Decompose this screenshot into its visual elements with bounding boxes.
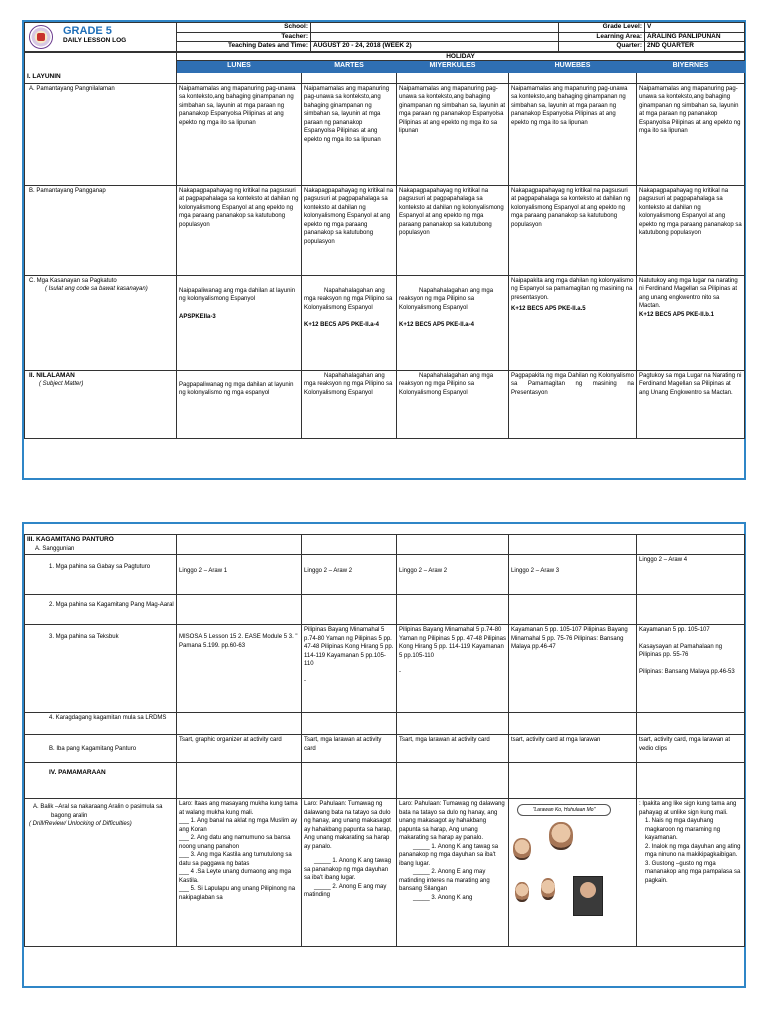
dash-mark: - <box>304 677 306 684</box>
table-cell <box>509 275 637 370</box>
holiday-label: HOLIDAY <box>177 53 745 61</box>
quarter-value: 2ND QUARTER <box>645 42 745 52</box>
table-cell: Napahahalagahan ang mga reaksyon ng mga Pilipino sa Kolonyalismong Espanyol <box>397 370 509 438</box>
row-label-kasanayan <box>25 275 177 370</box>
row-sublabel-text: ( Drill/Review/ Unlocking of Difficulties) <box>29 821 132 827</box>
table-cell: Napahahalagahan ang mga reaksyon ng mga Pilipino sa Kolonyalismong Espanyol <box>302 370 397 438</box>
cell-text: Linggo 2 – Araw 4 <box>639 557 688 563</box>
school-label: School: <box>177 23 311 33</box>
section-title: IV. PAMAMARAAN <box>49 769 106 776</box>
competency-text: Natutukoy ang mga lugar na narating ni Ferdinand Magellan sa Pilipinas at ang unang engkwentro nito sa Mactan. <box>639 277 738 309</box>
cell-text: Linggo 2 – Araw 3 <box>511 568 560 574</box>
competency-code: K+12 BEC5 AP5 PKE-II.a.5 <box>511 306 586 312</box>
row-sublabel-kasanayan: ( Isulat ang code sa bawat kasanayan) <box>45 286 148 292</box>
table-cell <box>637 625 745 713</box>
table-cell: Kayamanan 5 pp. 105-107 Pilipinas Bayang Minamahal 5 pp. 75-76 Pilipinas: Bansang Malaya pp.46-47 <box>509 625 637 713</box>
sanggunian-label: A. Sanggunian <box>35 545 75 552</box>
list-item: 2. Inalok ng mga dayuhan ang ating mga ninuno na makikipagkaibigan. <box>645 843 741 858</box>
table-cell <box>302 555 397 595</box>
list-item: ___ 3. Ang mga Kastila ang tumutulong sa datu sa paggawa ng batas <box>179 852 292 867</box>
day-header-miyerkules: MIYERKULES <box>397 61 509 73</box>
cell-text: Linggo 2 – Araw 2 <box>304 568 353 574</box>
list-item: ___ 4 .Sa Leyte unang dumaong ang mga Kastila. <box>179 869 292 884</box>
child-photo-icon <box>513 838 531 860</box>
row-label-gabay <box>25 555 177 595</box>
child-photo-icon <box>515 882 529 902</box>
list-item: ___ 2. Ang datu ang namumuno sa bansa noong unang panahon <box>179 835 291 850</box>
row-label-iba-pang-kagamitan <box>25 735 177 763</box>
grade-level-label: Grade Level: <box>559 23 645 33</box>
table-cell <box>177 370 302 438</box>
row-label-text: A. Balik –Aral sa nakaraang Aralin o pasimula sa bagong aralin <box>33 804 163 819</box>
dates-value: AUGUST 20 - 24, 2018 (WEEK 2) <box>311 42 559 52</box>
competency-text: Napahahalagahan ang mga reaksyon ng mga Pilipino sa Kolonyalismong Espanyol <box>399 287 494 311</box>
objectives-table <box>24 52 745 439</box>
row-label-text: 1. Mga pahina sa Gabay sa Pagtuturo <box>49 564 151 570</box>
table-cell: Nakapagpapahayag ng kritikal na pagsusuri at pagpapahalaga sa konteksto at dahilan ng kolonyalismong Espanyol at ang epekto ng mga paraang pananakop sa katutubong populasyon <box>177 185 302 275</box>
table-cell <box>397 275 509 370</box>
list-item: _____ 1. Anong K ang tawag sa pananakop ng mga dayuhan sa iba't ibang lugar. <box>399 843 499 867</box>
table-cell <box>177 275 302 370</box>
competency-code: APSPKEIIa-3 <box>179 313 216 320</box>
row-label-balik-aral <box>25 799 177 947</box>
child-photo-icon <box>541 878 555 900</box>
title-block <box>25 23 177 52</box>
table-cell: tsart, activity card, mga larawan at vedio clips <box>637 735 745 763</box>
row-label-nilalaman <box>25 370 177 438</box>
list-item: _____ 1. Anong K ang tawag sa pananakop ng mga dayuhan sa iba't ibang lugar. <box>304 858 392 881</box>
game-instructions: : Ipakita ang like sign kung tama ang pahayag at unlike sign kung mali. <box>639 801 737 816</box>
table-cell <box>397 625 509 713</box>
game-instructions: Laro: Pahulaan: Tumawag ng dalawang bata na tatayo sa dulo ng hanay, ang unang makasagot ay hahakbang papunta sa harap, Ang unang makarating sa harap ay panalo. <box>304 801 392 850</box>
game-instructions: Laro: Pahulaan: Tumawag ng dalawang bata na tatayo sa dulo ng hanay, ang unang makasagot ay hahakbang papunta sa harap, Ang unang makarating sa harap ay panalo. <box>399 801 505 841</box>
table-cell: Nakapagpapahayag ng kritikal na pagsusuri at pagpapahalaga sa konteksto at dahilan ng kolonyalismong Espanyol at ang epekto ng mga paraang pananakop sa katutubong populasyon <box>302 185 397 275</box>
speech-bubble: "Larawan Ko, Huhulaan Mo" <box>517 804 611 816</box>
table-cell <box>509 799 637 947</box>
doc-title: DAILY LESSON LOG <box>63 37 127 44</box>
table-cell: Nakapagpapahayag ng kritikal na pagsusuri at pagpapahalaga sa konteksto at dahilan ng kolonyalismong Espanyol at ang epekto ng mga paraang pananakop sa katutubong populasyon <box>509 185 637 275</box>
table-cell <box>177 555 302 595</box>
header-table <box>24 22 745 52</box>
day-header-biyernes: BIYERNES <box>637 61 745 73</box>
table-cell: Tsart, mga larawan at activity card <box>302 735 397 763</box>
competency-text: Naipapaliwanag ang mga dahilan at layunin ng kolonyalismong Espanyol <box>179 287 296 302</box>
list-item: _____ 2. Anong E ang may matinding <box>304 883 387 898</box>
dash-mark: - <box>399 669 401 675</box>
table-cell <box>177 625 302 713</box>
table-cell: tsart, activity card at mga larawan <box>509 735 637 763</box>
table-cell: Nakapagpapahayag ng kritikal na pagsusuri at pagpapahalaga sa konteksto at dahilan ng kolonyalismong Espanyol at ang epekto ng mga paraang pananakop sa katutubong populasyon <box>397 185 509 275</box>
cell-text: Kayamanan 5 pp. 105-107 <box>639 627 710 633</box>
row-label-pangganap: B. Pamantayang Pangganap <box>25 185 177 275</box>
table-cell <box>302 275 397 370</box>
list-item: _____ 3. Anong K ang <box>413 894 473 901</box>
materials-table <box>24 534 745 947</box>
lesson-log-page-1 <box>22 20 746 480</box>
table-cell: Naipamamalas ang mapanuring pag-unawa sa konteksto,ang bahaging ginampanan ng simbahan sa, layunin at mga paraan ng pananakop Espanyolsa Pilipinas at ang epekto ng mga ito sa lipunan <box>509 83 637 185</box>
game-instructions: Laro: Itaas ang masayang mukha kung tama at walang mukha kung mali. <box>179 801 298 816</box>
table-cell: Naipamamalas ang mapanuring pag-unawa sa konteksto,ang bahaging ginampanan ng simbahan sa, layunin at mga paraan ng pananakop Espanyolsa Pilipinas at ang epekto ng mga ito sa lipunan <box>177 83 302 185</box>
table-cell <box>509 555 637 595</box>
row-label-text: B. Iba pang Kagamitang Panturo <box>49 746 137 752</box>
table-cell <box>177 799 302 947</box>
list-item: 3. Gustong –gusto ng mga mananakop ang mga pampalasa sa pagkain. <box>645 860 741 884</box>
day-header-martes: MARTES <box>302 61 397 73</box>
teacher-label: Teacher: <box>177 32 311 42</box>
table-cell <box>302 625 397 713</box>
day-header-huwebes: HUWEBES <box>509 61 637 73</box>
learning-area-value: ARALING PANLIPUNAN <box>645 32 745 42</box>
row-sublabel-nilalaman: ( Subject Matter) <box>39 381 84 387</box>
content-text: Pagpapaliwanag ng mga dahilan at layunin ng kolonyalismo ng mga espanyol <box>179 381 294 396</box>
row-label-lrdms <box>25 713 177 735</box>
list-item: 1. Nais ng mga dayuhang magkaroon ng maraming ng kayamanan. <box>645 818 721 841</box>
row-label-text: 2. Mga pahina sa Kagamitang Pang Mag-Aaral <box>49 602 174 608</box>
table-cell: Naipamamalas ang mapanuring pag-unawa sa konteksto,ang bahaging ginampanan ng simbahan sa, layunin at mga paraan ng pananakop Espanyolsa Pilipinas at ang epekto ng mga ito sa lipunan <box>302 83 397 185</box>
table-cell <box>302 799 397 947</box>
movie-poster-icon <box>573 876 603 916</box>
cell-text: Linggo 2 – Araw 2 <box>399 568 448 574</box>
section-pamamaraan <box>25 763 177 799</box>
row-label-kagamitang-pang-mag-aaral <box>25 595 177 625</box>
table-cell: Naipamamalas ang mapanuring pag-unawa sa konteksto,ang bahaging ginampanan ng simbahan sa, layunin at mga paraan ng pananakop Espanyolsa Pilipinas at ang epekto ng mga ito sa lipunan <box>637 83 745 185</box>
learning-area-label: Learning Area: <box>559 32 645 42</box>
grade-title: GRADE 5 <box>63 25 112 37</box>
section-nilalaman: II. NILALAMAN <box>29 371 75 379</box>
row-label-text: 3. Mga pahina sa Teksbuk <box>49 634 119 640</box>
row-label-kasanayan-text: C. Mga Kasanayan sa Pagkatuto <box>29 277 117 284</box>
cell-text: Pilipinas Bayang Minamahal 5 p.74-80 Yaman ng Pilipinas 5 pp. 47-48 Pilipinas Kong Hirang 5 pp. 114-119 Kayamanan 5 pp.105-110 <box>304 627 394 667</box>
quarter-label: Quarter: <box>559 42 645 52</box>
photo-collage <box>511 800 634 920</box>
table-cell <box>637 555 745 595</box>
row-label-teksbuk <box>25 625 177 713</box>
list-item: ___ 5. Si Lapulapu ang unang Pilipinong na nakipaglaban sa <box>179 886 296 901</box>
row-label-text: 4. Karagdagang kagamitan mula sa LRDMS <box>49 715 167 721</box>
cell-text: Linggo 2 – Araw 1 <box>179 568 228 574</box>
competency-text: Naipapakita ang mga dahilan ng kolonyalismo ng Espanyol sa pamamagitan ng masining na presentasyon. <box>511 277 634 301</box>
table-cell: Pagpapakita ng mga Dahilan ng Kolonyalismo sa Pamamagitan ng masining na Presentasyon <box>509 370 637 438</box>
school-field <box>311 23 559 33</box>
deped-seal-icon <box>29 25 53 49</box>
competency-code: K+12 BEC5 AP5 PKE-II.b.1 <box>639 311 714 318</box>
cell-text: Pilipinas Bayang Minamahal 5 p.74-80 Yaman ng Pilipinas 5 pp. 47-48 Pilipinas Kong Hirang 5 pp. 114-119 Kayamanan 5 pp.105-110 <box>399 627 506 659</box>
competency-code: K+12 BEC5 AP5 PKE-II.a-4 <box>304 322 379 328</box>
section-kagamitan: III. KAGAMITANG PANTURO <box>27 536 114 543</box>
competency-text: Napahahalagahan ang mga reaksyon ng mga Pilipino sa Kolonyalismong Espanyol <box>304 287 393 311</box>
day-header-lunes: LUNES <box>177 61 302 73</box>
table-cell <box>397 799 509 947</box>
dates-label: Teaching Dates and Time: <box>177 42 311 52</box>
table-cell: Pagtukoy sa mga Lugar na Narating ni Ferdinand Magellan sa Pilipinas at ang Unang Engkwentro sa Mactan. <box>637 370 745 438</box>
table-cell: Tsart, mga larawan at activity card <box>397 735 509 763</box>
table-cell <box>637 799 745 947</box>
cell-text: Pilipinas: Bansang Malaya pp.46-53 <box>639 668 735 675</box>
competency-code: K+12 BEC5 AP5 PKE-II.a-4 <box>399 322 474 328</box>
table-cell <box>397 555 509 595</box>
lesson-log-page-2 <box>22 522 746 988</box>
cell-text: MISOSA 5 Lesson 15 2. EASE Module 5 3. " Pamana 5.199. pp.60-63 <box>179 634 298 649</box>
cell-text: Kasaysayan at Pamahalaan ng Pilipinas pp. 55-76 <box>639 643 723 658</box>
list-item: ___ 1. Ang banal na aklat ng mga Muslim ay ang Koran <box>179 818 298 833</box>
table-cell: Tsart, graphic organizer at activity card <box>177 735 302 763</box>
section-layunin: I. LAYUNIN <box>25 72 177 83</box>
table-cell <box>637 275 745 370</box>
child-photo-icon <box>549 822 573 850</box>
list-item: _____ 2. Anong E ang may matinding interes na marating ang bansang Silangan <box>399 869 490 892</box>
row-label-pangnilalaman: A. Pamantayang Pangnilalaman <box>25 83 177 185</box>
page-gap <box>0 482 768 520</box>
grade-level-value: V <box>645 23 745 33</box>
table-cell: Naipamamalas ang mapanuring pag-unawa sa konteksto,ang bahaging ginampanan ng simbahan sa, layunin at mga paraan ng pananakop Espanyolsa Pilipinas at ang epekto ng mga ito sa lipunan <box>397 83 509 185</box>
table-cell: Nakapagpapahayag ng kritikal na pagsusuri at pagpapahalaga sa konteksto at dahilan ng kolonyalismong Espanyol at ang epekto ng mga paraang pananakop sa katutubong populasyon <box>637 185 745 275</box>
teacher-field <box>311 32 559 42</box>
